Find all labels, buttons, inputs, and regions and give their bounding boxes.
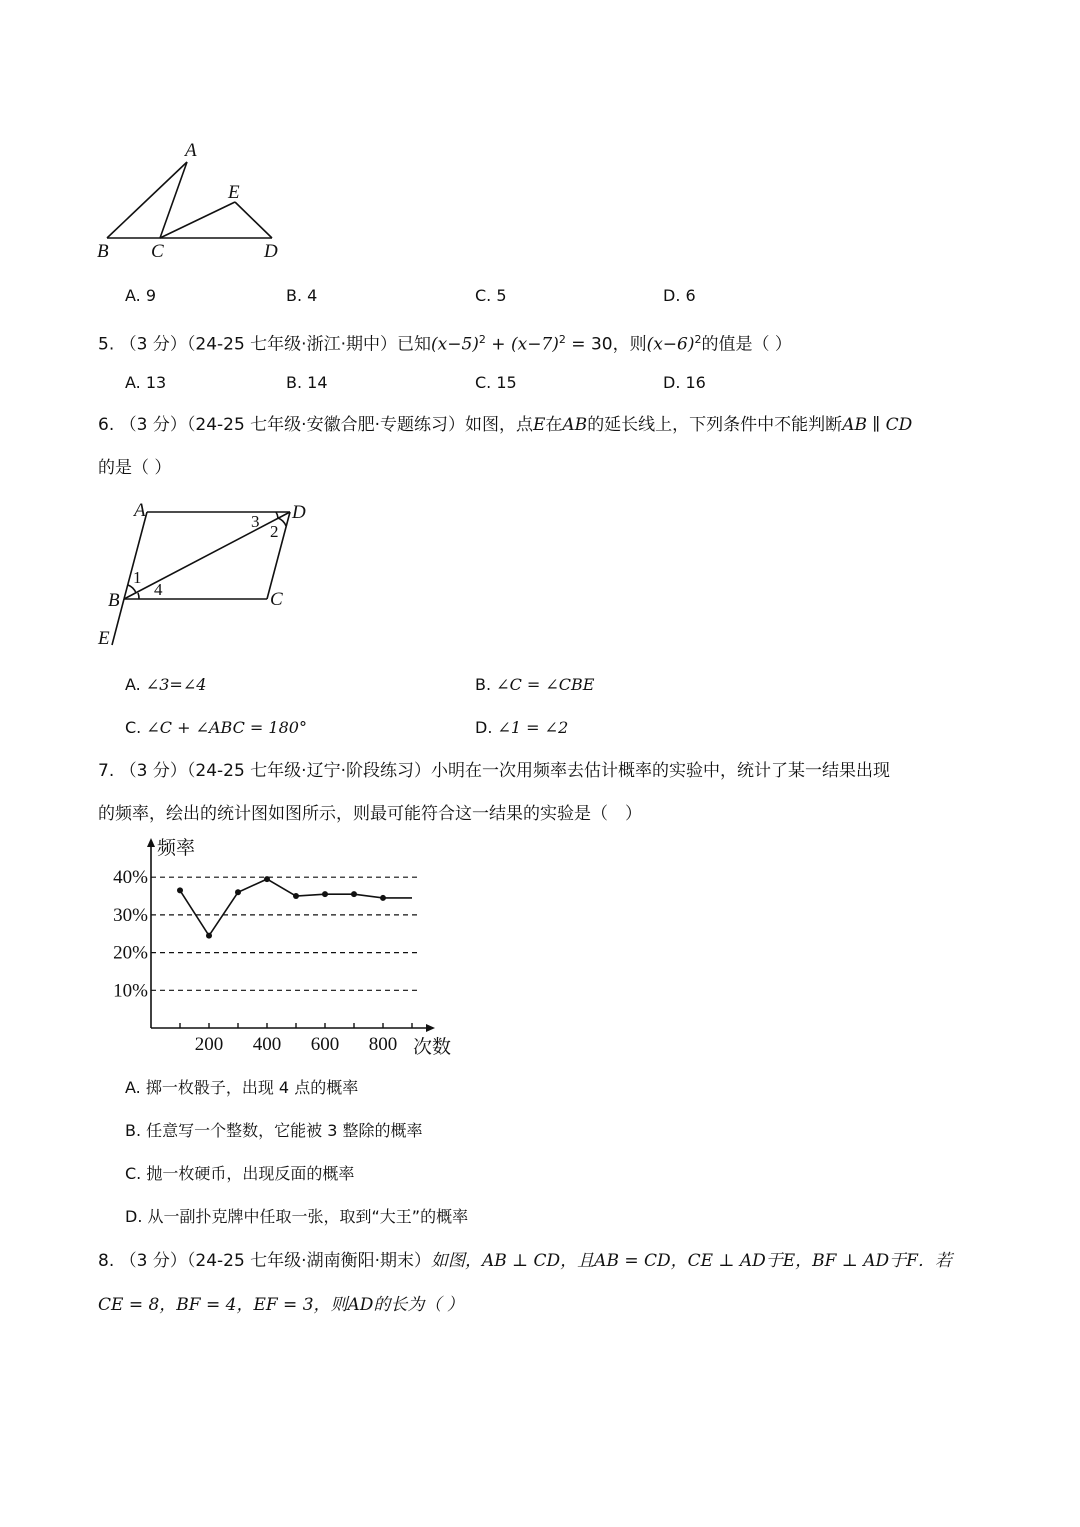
q7-option-a[interactable]: A. 掷一枚骰子，出现 4 点的概率 xyxy=(125,1078,359,1097)
x-tick-label: 800 xyxy=(368,1034,398,1055)
data-point xyxy=(322,891,328,897)
q6-option-d[interactable]: D. ∠1 = ∠2 xyxy=(475,718,569,737)
y-tick-label: 10% xyxy=(113,980,148,1002)
q6-stem-line2: 的是（ ） xyxy=(98,458,172,478)
data-point xyxy=(293,893,299,899)
q6-angle-4: 4 xyxy=(154,580,163,599)
q4-option-d[interactable]: D. 6 xyxy=(663,286,696,305)
data-point xyxy=(264,876,270,882)
q5-option-a[interactable]: A. 13 xyxy=(125,373,167,392)
q4-label-c: C xyxy=(151,241,164,262)
q6-option-c[interactable]: C. ∠C + ∠ABC = 180° xyxy=(125,718,307,737)
q6-angle-1: 1 xyxy=(133,568,142,587)
q6-option-a[interactable]: A. ∠3=∠4 xyxy=(125,675,207,694)
q6-option-b[interactable]: B. ∠C = ∠CBE xyxy=(475,675,595,694)
q7-option-c[interactable]: C. 抛一枚硬币，出现反面的概率 xyxy=(125,1164,355,1183)
data-point xyxy=(177,887,183,893)
q7-stem-line2: 的频率，绘出的统计图如图所示，则最可能符合这一结果的实验是（ ） xyxy=(98,804,642,824)
y-axis-title: 频率 xyxy=(157,838,196,859)
y-tick-label: 30% xyxy=(113,904,148,926)
q4-label-d: D xyxy=(264,241,278,262)
q4-option-a[interactable]: A. 9 xyxy=(125,286,157,305)
q6-angle-2: 2 xyxy=(270,522,279,541)
q7-stem: 7. （3 分）（24-25 七年级·辽宁·阶段练习）小明在一次用频率去估计概率的实验中，统计了某一结果出现 xyxy=(98,761,890,781)
q8-stem: 8. （3 分）（24-25 七年级·湖南衡阳·期末）如图，AB ⊥ CD，且AB = CD，CE ⊥ AD于E，BF ⊥ AD于F．若 xyxy=(98,1251,952,1271)
q7-frequency-chart xyxy=(95,833,465,1063)
x-axis-title: 次数 xyxy=(413,1037,452,1058)
data-point xyxy=(380,895,386,901)
q6-label-a: A xyxy=(134,500,146,521)
q5-option-d[interactable]: D. 16 xyxy=(663,373,706,392)
q6-label-c: C xyxy=(270,589,283,610)
q4-label-e: E xyxy=(228,182,240,203)
q7-option-b[interactable]: B. 任意写一个整数，它能被 3 整除的概率 xyxy=(125,1121,423,1140)
q4-option-b[interactable]: B. 4 xyxy=(286,286,318,305)
q4-label-a: A xyxy=(185,140,197,161)
y-tick-label: 20% xyxy=(113,942,148,964)
data-point xyxy=(206,933,212,939)
q5-option-b[interactable]: B. 14 xyxy=(286,373,328,392)
data-point xyxy=(235,889,241,895)
q6-label-b: B xyxy=(108,590,120,611)
x-tick-label: 400 xyxy=(252,1034,282,1055)
q6-angle-3: 3 xyxy=(251,512,260,531)
y-axis-arrow xyxy=(147,838,155,847)
q8-stem-line2: CE = 8，BF = 4，EF = 3，则AD的长为（ ） xyxy=(98,1295,464,1315)
series-line xyxy=(180,879,412,936)
q5-stem: 5. （3 分）（24-25 七年级·浙江·期中）已知$(x-5)^2 + (x-7)^2 = 30$，则$(x-6)^2$的值是（ ） xyxy=(98,333,792,355)
y-tick-label: 40% xyxy=(113,867,148,889)
x-tick-label: 200 xyxy=(194,1034,224,1055)
q4-label-b: B xyxy=(97,241,109,262)
q6-label-d: D xyxy=(292,502,306,523)
q4-option-c[interactable]: C. 5 xyxy=(475,286,507,305)
q5-option-c[interactable]: C. 15 xyxy=(475,373,517,392)
q6-stem: 6. （3 分）（24-25 七年级·安徽合肥·专题练习）如图，点E在AB的延长线上，下列条件中不能判断AB ∥ CD xyxy=(98,415,913,435)
data-point xyxy=(351,891,357,897)
x-tick-label: 600 xyxy=(310,1034,340,1055)
q4-triangle-figure xyxy=(90,135,300,270)
q7-option-d[interactable]: D. 从一副扑克牌中任取一张，取到“大王”的概率 xyxy=(125,1207,469,1226)
x-axis-arrow xyxy=(426,1024,435,1032)
q6-parallelogram-figure xyxy=(90,497,320,657)
q6-label-e: E xyxy=(98,628,110,649)
